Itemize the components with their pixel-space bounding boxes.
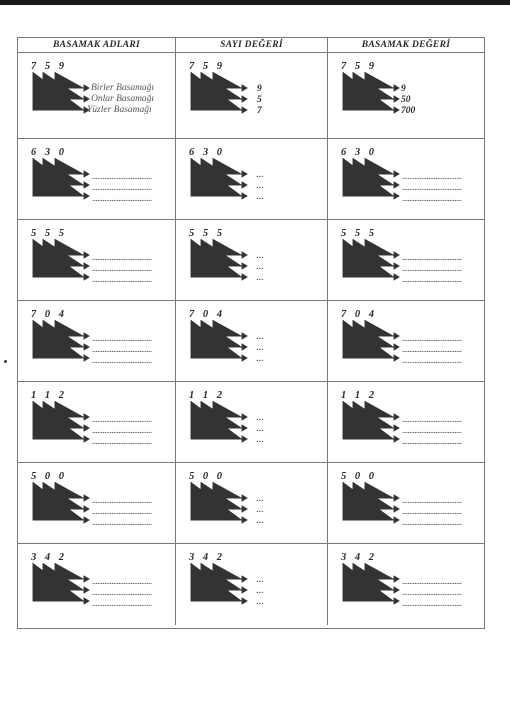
digit-value-ones: 9 (257, 84, 262, 94)
place-value-ones: 9 (401, 84, 406, 94)
answer-blank-hundreds[interactable]: .................................. (92, 518, 152, 526)
bracket-arrows (176, 139, 328, 220)
exercise-2-digit-value-cell (176, 220, 328, 301)
example-digit-value-cell (176, 53, 328, 139)
exercise-number: 3 4 2 (341, 552, 377, 563)
answer-blank-tens[interactable]: ... (256, 585, 264, 596)
stray-mark (4, 360, 7, 363)
answer-blank-ones[interactable]: ... (256, 493, 264, 504)
page-top-edge (0, 0, 510, 5)
bracket-arrows (176, 463, 328, 544)
answer-blank-tens[interactable]: .................................. (92, 264, 152, 272)
example-number: 7 5 9 (341, 61, 377, 72)
exercise-number: 3 4 2 (31, 552, 67, 563)
example-number: 7 5 9 (31, 61, 67, 72)
exercise-2-place-value-cell (328, 220, 484, 301)
answer-blank-tens[interactable]: .................................. (92, 183, 152, 191)
place-name-tens: Onlar Basamağı (91, 94, 155, 104)
exercise-number: 5 0 0 (31, 471, 67, 482)
bracket-arrows (176, 382, 328, 463)
answer-blank-tens[interactable]: .................................. (92, 345, 152, 353)
exercise-1-place-value-cell (328, 139, 484, 220)
digit-value-hundreds: 7 (257, 106, 262, 116)
answer-blank-hundreds[interactable]: .................................. (92, 275, 152, 283)
answer-blank-ones[interactable]: .................................. (92, 496, 152, 504)
answer-blank-ones[interactable]: .................................. (92, 253, 152, 261)
answer-blank-ones[interactable]: ... (256, 331, 264, 342)
answer-blank-hundreds[interactable]: .................................. (92, 599, 152, 607)
answer-blank-tens[interactable]: .................................. (402, 264, 462, 272)
exercise-number: 7 0 4 (341, 309, 377, 320)
place-name-hundreds: Yüzler Basamağı (87, 105, 152, 115)
answer-blank-tens[interactable]: .................................. (92, 507, 152, 515)
place-value-hundreds: 700 (401, 106, 416, 116)
exercise-3-place-names-cell (18, 301, 176, 382)
answer-blank-hundreds[interactable]: ... (256, 353, 264, 364)
header-digit-value: SAYI DEĞERİ (176, 38, 328, 53)
answer-blank-hundreds[interactable]: ... (256, 272, 264, 283)
exercise-6-place-names-cell (18, 544, 176, 625)
exercise-5-place-names-cell (18, 463, 176, 544)
answer-blank-ones[interactable]: .................................. (92, 415, 152, 423)
answer-blank-ones[interactable]: ... (256, 250, 264, 261)
answer-blank-ones[interactable]: .................................. (92, 172, 152, 180)
answer-blank-ones[interactable]: ... (256, 169, 264, 180)
answer-blank-tens[interactable]: ... (256, 180, 264, 191)
answer-blank-hundreds[interactable]: .................................. (92, 194, 152, 202)
answer-blank-hundreds[interactable]: ... (256, 596, 264, 607)
exercise-number: 5 0 0 (189, 471, 225, 482)
answer-blank-ones[interactable]: .................................. (92, 334, 152, 342)
answer-blank-hundreds[interactable]: .................................. (402, 437, 462, 445)
bracket-arrows (176, 544, 328, 625)
exercise-3-digit-value-cell (176, 301, 328, 382)
exercise-number: 5 5 5 (31, 228, 67, 239)
answer-blank-tens[interactable]: ... (256, 342, 264, 353)
answer-blank-hundreds[interactable]: .................................. (402, 356, 462, 364)
answer-blank-tens[interactable]: ... (256, 423, 264, 434)
place-value-worksheet-table (17, 37, 485, 629)
answer-blank-ones[interactable]: ... (256, 412, 264, 423)
answer-blank-ones[interactable]: .................................. (402, 334, 462, 342)
exercise-4-place-names-cell (18, 382, 176, 463)
answer-blank-hundreds[interactable]: .................................. (402, 275, 462, 283)
answer-blank-hundreds[interactable]: .................................. (402, 518, 462, 526)
place-name-ones: Birler Basamağı (91, 83, 155, 93)
exercise-4-place-value-cell (328, 382, 484, 463)
example-place-names-cell (18, 53, 176, 139)
answer-blank-tens[interactable]: .................................. (402, 345, 462, 353)
exercise-number: 5 0 0 (341, 471, 377, 482)
answer-blank-tens[interactable]: .................................. (402, 426, 462, 434)
answer-blank-hundreds[interactable]: ... (256, 515, 264, 526)
answer-blank-ones[interactable]: .................................. (402, 577, 462, 585)
exercise-1-digit-value-cell (176, 139, 328, 220)
answer-blank-ones[interactable]: .................................. (402, 172, 462, 180)
exercise-number: 5 5 5 (341, 228, 377, 239)
exercise-2-place-names-cell (18, 220, 176, 301)
exercise-number: 6 3 0 (31, 147, 67, 158)
bracket-arrows (176, 301, 328, 382)
example-place-value-cell (328, 53, 484, 139)
answer-blank-hundreds[interactable]: .................................. (92, 437, 152, 445)
answer-blank-tens[interactable]: .................................. (402, 588, 462, 596)
header-place-value: BASAMAK DEĞERİ (328, 38, 484, 53)
exercise-6-digit-value-cell (176, 544, 328, 625)
exercise-number: 7 0 4 (31, 309, 67, 320)
answer-blank-tens[interactable]: .................................. (92, 426, 152, 434)
bracket-arrows (176, 53, 328, 139)
digit-value-tens: 5 (257, 95, 262, 105)
answer-blank-hundreds[interactable]: .................................. (92, 356, 152, 364)
exercise-number: 1 1 2 (341, 390, 377, 401)
exercise-number: 1 1 2 (31, 390, 67, 401)
example-number: 7 5 9 (189, 61, 225, 72)
exercise-5-place-value-cell (328, 463, 484, 544)
exercise-number: 7 0 4 (189, 309, 225, 320)
exercise-3-place-value-cell (328, 301, 484, 382)
answer-blank-hundreds[interactable]: .................................. (402, 194, 462, 202)
answer-blank-hundreds[interactable]: ... (256, 191, 264, 202)
bracket-arrows (176, 220, 328, 301)
exercise-number: 5 5 5 (189, 228, 225, 239)
exercise-number: 1 1 2 (189, 390, 225, 401)
exercise-5-digit-value-cell (176, 463, 328, 544)
answer-blank-ones[interactable]: .................................. (92, 577, 152, 585)
answer-blank-tens[interactable]: ... (256, 261, 264, 272)
answer-blank-tens[interactable]: ... (256, 504, 264, 515)
exercise-6-place-value-cell (328, 544, 484, 625)
place-value-tens: 50 (401, 95, 411, 105)
answer-blank-tens[interactable]: .................................. (402, 183, 462, 191)
answer-blank-hundreds[interactable]: ... (256, 434, 264, 445)
exercise-number: 6 3 0 (341, 147, 377, 158)
answer-blank-tens[interactable]: .................................. (402, 507, 462, 515)
answer-blank-hundreds[interactable]: .................................. (402, 599, 462, 607)
exercise-number: 6 3 0 (189, 147, 225, 158)
answer-blank-ones[interactable]: .................................. (402, 253, 462, 261)
exercise-number: 3 4 2 (189, 552, 225, 563)
answer-blank-ones[interactable]: .................................. (402, 496, 462, 504)
answer-blank-tens[interactable]: .................................. (92, 588, 152, 596)
exercise-1-place-names-cell (18, 139, 176, 220)
answer-blank-ones[interactable]: ... (256, 574, 264, 585)
header-place-names: BASAMAK ADLARI (18, 38, 176, 53)
exercise-4-digit-value-cell (176, 382, 328, 463)
answer-blank-ones[interactable]: .................................. (402, 415, 462, 423)
